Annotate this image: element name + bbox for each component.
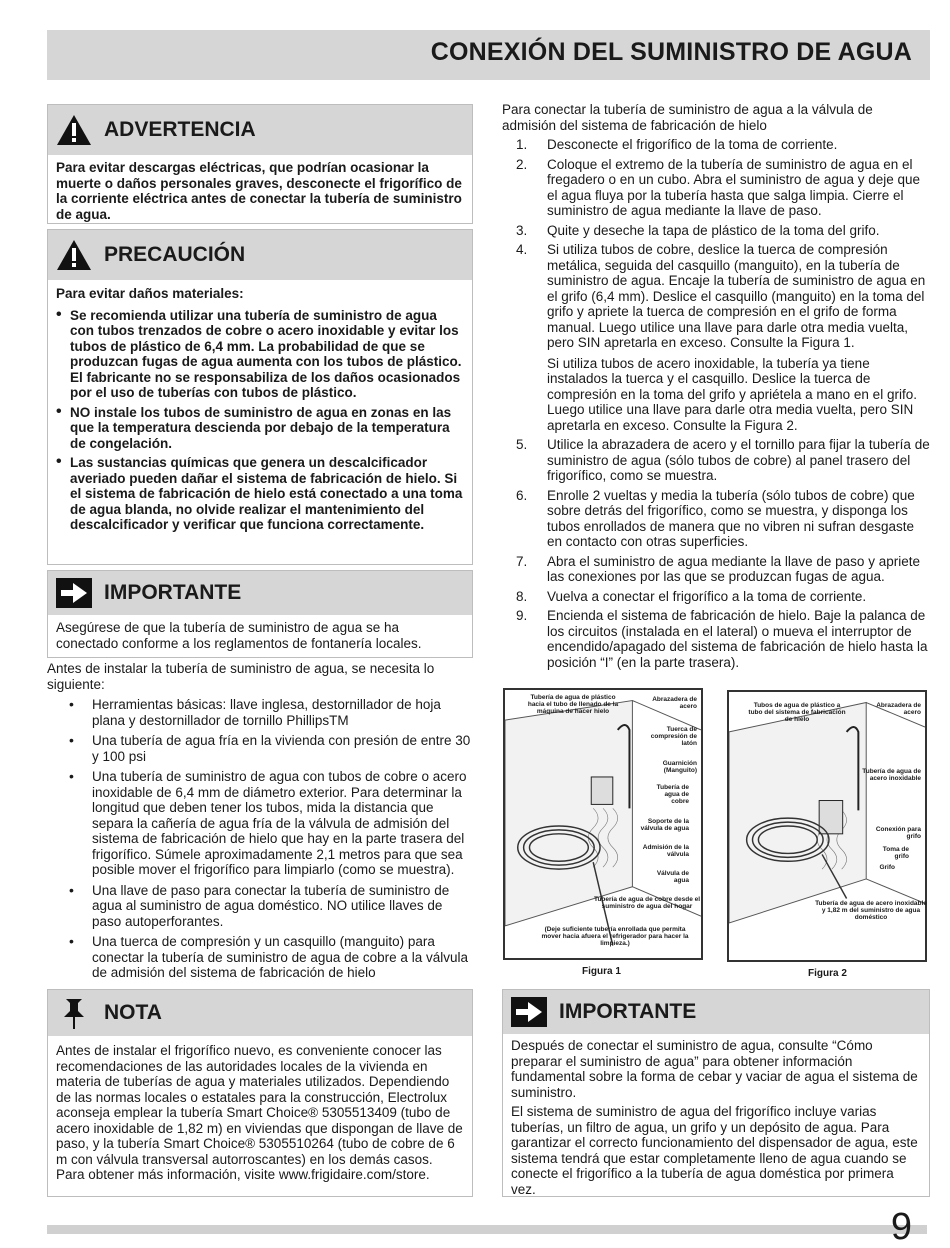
important-body-2	[503, 1034, 929, 1197]
fig2-label-steel-tube: Tubería de agua de acero inoxidable y 1,82 m del suministro de agua doméstico	[815, 900, 927, 921]
footer-bar	[47, 1225, 927, 1234]
warning-triangle-icon	[56, 239, 92, 271]
figure-2	[727, 690, 927, 962]
important-label: IMPORTANTE	[104, 581, 242, 604]
figure-1-caption: Figura 1	[582, 966, 621, 977]
fig1-label-clamp: Abrazadera de acero	[652, 696, 697, 710]
fig2-label-faucet-conn: Conexión para grifo	[875, 826, 921, 840]
list-item	[502, 242, 930, 433]
arrow-right-icon	[56, 578, 92, 608]
warning-header	[48, 105, 472, 155]
step-number: 5.	[516, 437, 528, 452]
before-list	[47, 697, 473, 981]
note-header	[48, 990, 472, 1036]
step-text: Desconecte el frigorífico de la toma de corriente.	[547, 137, 838, 152]
pushpin-icon	[56, 995, 92, 1031]
figure-1	[503, 688, 703, 960]
step-number: 8.	[516, 588, 528, 604]
caution-body	[48, 280, 472, 533]
steps-list	[502, 137, 930, 670]
fig1-label-valve-support: Soporte de la válvula de agua	[640, 818, 689, 832]
fig1-label-valve: Válvula de agua	[656, 870, 689, 884]
list-item	[502, 157, 930, 219]
caution-box	[47, 229, 473, 565]
important-header-2	[503, 990, 929, 1034]
important-box-2	[502, 989, 930, 1197]
important-header	[48, 571, 472, 615]
list-item	[502, 488, 930, 550]
list-item: • Una llave de paso para conectar la tubería de suministro de agua al suministro de agua doméstico. NO utilice llaves de paso autoperforantes.	[47, 883, 473, 930]
step-text: Utilice la abrazadera de acero y el tornillo para fijar la tubería de suministro de agua (sólo tubos de cobre) al panel trasero del frigorífico, como se muestra.	[547, 437, 930, 483]
step-text: Quite y deseche la tapa de plástico de la toma del grifo.	[547, 222, 880, 238]
steps-intro: Para conectar la tubería de suministro de agua a la válvula de admisión del sistema de fabricación de hielo	[502, 102, 873, 133]
step-number: 1.	[516, 137, 528, 152]
important-text: Asegúrese de que la tubería de suministro de agua se ha conectado conforme a los reglamentos de fontanería locales.	[56, 620, 422, 651]
step-number: 3.	[516, 222, 528, 238]
list-item	[502, 608, 930, 670]
step-text: Encienda el sistema de fabricación de hielo. Baje la palanca de los circuitos (instalada en el lateral) o mueva el interruptor de encendido/apagado del sistema de fabricación de hielo hasta la posición “I” (en la parte trasera).	[547, 608, 928, 670]
list-item: • Una tubería de agua fría en la vivienda con presión de entre 30 y 100 psi	[47, 733, 473, 764]
note-text: Antes de instalar el frigorífico nuevo, es conveniente conocer las recomendaciones de las autoridades locales de la vivienda en materia de tuberías de agua y materiales utilizados. Dependiendo de las normas locales o estatales para la construcción, Electrolux aconseja emplear la tubería Smart Choice® 5305513409 (tubo de acero inoxidable de 1,82 m) en viviendas que dispongan de llave de paso, y la tubería Smart Choice® 5305510264 (tubo de cobre de 6 m con válvula transversal autorroscantes) en los demás casos. Para obtener más información, visite www.frigidaire.com/store.	[56, 1043, 463, 1182]
fig2-label-stainless-tube: Tubería de agua de acero inoxidable	[862, 768, 921, 782]
note-box	[47, 989, 473, 1197]
note-label: NOTA	[104, 1001, 162, 1024]
warning-label: ADVERTENCIA	[104, 118, 256, 141]
step-number: 2.	[516, 156, 528, 172]
fig1-label-house-tube: Tubería de agua de cobre desde el suministro de agua del hogar	[593, 896, 701, 910]
step-number: 6.	[516, 487, 528, 503]
caution-label: PRECAUCIÓN	[104, 243, 246, 266]
page-title: CONEXIÓN DEL SUMINISTRO DE AGUA	[430, 38, 912, 66]
step-text: Vuelva a conectar el frigorífico a la toma de corriente.	[547, 588, 867, 604]
caution-header	[48, 230, 472, 280]
list-item	[502, 223, 930, 239]
step-extra: Si utiliza tubos de acero inoxidable, la tubería ya tiene instalados la tuerca y el casquillo. Deslice la tuerca de compresión en la toma del grifo y apriétela a mano en el grifo. Luego utilice una llave para darle otra media vuelta, pero SIN apretarla en exceso. Consulte la Figura 2.	[547, 355, 917, 433]
list-item: • NO instale los tubos de suministro de agua en zonas en las que la temperatura descienda por debajo de la temperatura de congelación.	[56, 405, 464, 452]
fig2-label-faucet: Grifo	[879, 864, 895, 871]
list-item: • Herramientas básicas: llave inglesa, destornillador de hoja plana y destornillador de tornillo PhillipsTM	[47, 697, 473, 728]
fig1-label-valve-inlet: Admisión de la válvula	[642, 844, 689, 858]
caution-list	[56, 308, 464, 533]
important-label-2: IMPORTANTE	[559, 1000, 697, 1023]
fig2-label-faucet-inlet: Toma de grifo	[882, 846, 909, 860]
step-number: 9.	[516, 608, 528, 623]
step-number: 7.	[516, 553, 528, 569]
steps-section	[502, 102, 930, 670]
before-section	[47, 661, 473, 981]
fig1-label-copper-tube: Tubería de agua de cobre	[656, 784, 689, 805]
fig1-note: (Deje suficiente tubería enrollada que permita mover hacia afuera el refrigerador para hacer la limpieza.)	[541, 926, 689, 947]
fig2-label-clamp: Abrazadera de acero	[876, 702, 921, 716]
warning-box	[47, 104, 473, 224]
list-item	[502, 137, 930, 153]
step-text: Coloque el extremo de la tubería de suministro de agua en el fregadero o en un cubo. Abra el suministro de agua y deje que el agua fluya por la tubería hasta que salga limpia. Cierre el suministro de agua mediante la llave de paso.	[547, 156, 921, 218]
warning-triangle-icon	[56, 114, 92, 146]
list-item	[502, 589, 930, 605]
important2-paragraph-2: El sistema de suministro de agua del frigorífico incluye varias tuberías, un filtro de agua, un grifo y un depósito de agua. Para garantizar el correcto funcionamiento del dispensador de agua, este sistema tendrá que estar completamente lleno de agua cuando se conecte el frigorífico a la tubería de agua doméstica por primera vez.	[511, 1104, 918, 1197]
header-bar	[47, 30, 930, 80]
step-text: Enrolle 2 vueltas y media la tubería (sólo tubos de cobre) que sobre detrás del frigorífico, como se muestra, y disponga los tubos enrollados de manera que no vibren ni sufran desgaste en contacto con otras superficies.	[547, 487, 915, 549]
list-item	[502, 437, 930, 484]
important2-paragraph-1: Después de conectar el suministro de agua, consulte “Cómo preparar el suministro de agua” para obtener información fundamental sobre la forma de cebar y vaciar de agua el sistema de suministro.	[511, 1038, 918, 1100]
figure-2-caption: Figura 2	[808, 968, 847, 979]
step-text: Abra el suministro de agua mediante la llave de paso y apriete las conexiones por las que se produzcan fugas de agua.	[547, 553, 920, 584]
warning-text: Para evitar descargas eléctricas, que podrían ocasionar la muerte o daños personales graves, desconecte el frigorífico de la corriente eléctrica antes de conectar la tubería de suministro de agua.	[56, 160, 462, 222]
list-item: • Una tuerca de compresión y un casquillo (manguito) para conectar la tubería de suministro de agua de cobre a la válvula de admisión del sistema de fabricación de hielo	[47, 934, 473, 981]
fig2-label-plastic-tubes: Tubos de agua de plástico a tubo del sistema de fabricación de hielo	[748, 702, 846, 723]
page-number: 9	[890, 1206, 912, 1248]
list-item: • Una tubería de suministro de agua con tubos de cobre o acero inoxidable de 6,4 mm de diámetro exterior. Para determinar la longitud que deben tener los tubos, mida la distancia que separa la cañería de agua fría de la válvula de admisión del sistema de fabricación de hielo que hay en la parte trasera del frigorífico. Súmele aproximadamente 2,1 metros para que sea posible mover el frigorífico para limpiarlo (como se muestra).	[47, 769, 473, 878]
arrow-right-icon	[511, 997, 547, 1027]
caution-intro: Para evitar daños materiales:	[56, 286, 244, 301]
before-intro: Antes de instalar la tubería de suministro de agua, se necesita lo siguiente:	[47, 661, 435, 692]
fig1-label-ferrule: Guarnición (Manguito)	[662, 760, 697, 774]
fig1-label-plastic-tube: Tubería de agua de plástico hacia el tubo de llenado de la máquina de hacer hielo	[527, 694, 619, 715]
list-item: • Las sustancias químicas que genera un descalcificador averiado pueden dañar el sistema de fabricación de hielo. Si el sistema de fabricación de hielo está conectado a una toma de agua blanda, no olvide realizar el mantenimiento del descalcificador y verificar que funciona correctamente.	[56, 455, 464, 533]
step-number: 4.	[516, 242, 528, 257]
list-item	[502, 554, 930, 585]
step-text: Si utiliza tubos de cobre, deslice la tuerca de compresión metálica, seguida del casquillo (manguito), en la tubería de suministro de agua. Encaje la tubería de suministro de agua en el grifo (6,4 mm). Deslice el casquillo (manguito) en la toma del grifo y apriete la tuerca de compresión en el grifo de forma manual. Luego utilice una llave para darle otra media vuelta, pero SIN apretarla en exceso. Consulte la Figura 1.	[547, 242, 926, 350]
fig1-label-nut: Tuerca de compresión de latón	[650, 726, 697, 747]
important-box	[47, 570, 473, 658]
list-item: • Se recomienda utilizar una tubería de suministro de agua con tubos trenzados de cobre o acero inoxidable y evitar los tubos de plástico de 6,4 mm. La probabilidad de que se produzcan fugas de agua aumenta con los tubos de plástico. El fabricante no se responsabiliza de los daños ocasionados por el uso de tuberías con tubos de plástico.	[56, 308, 464, 401]
